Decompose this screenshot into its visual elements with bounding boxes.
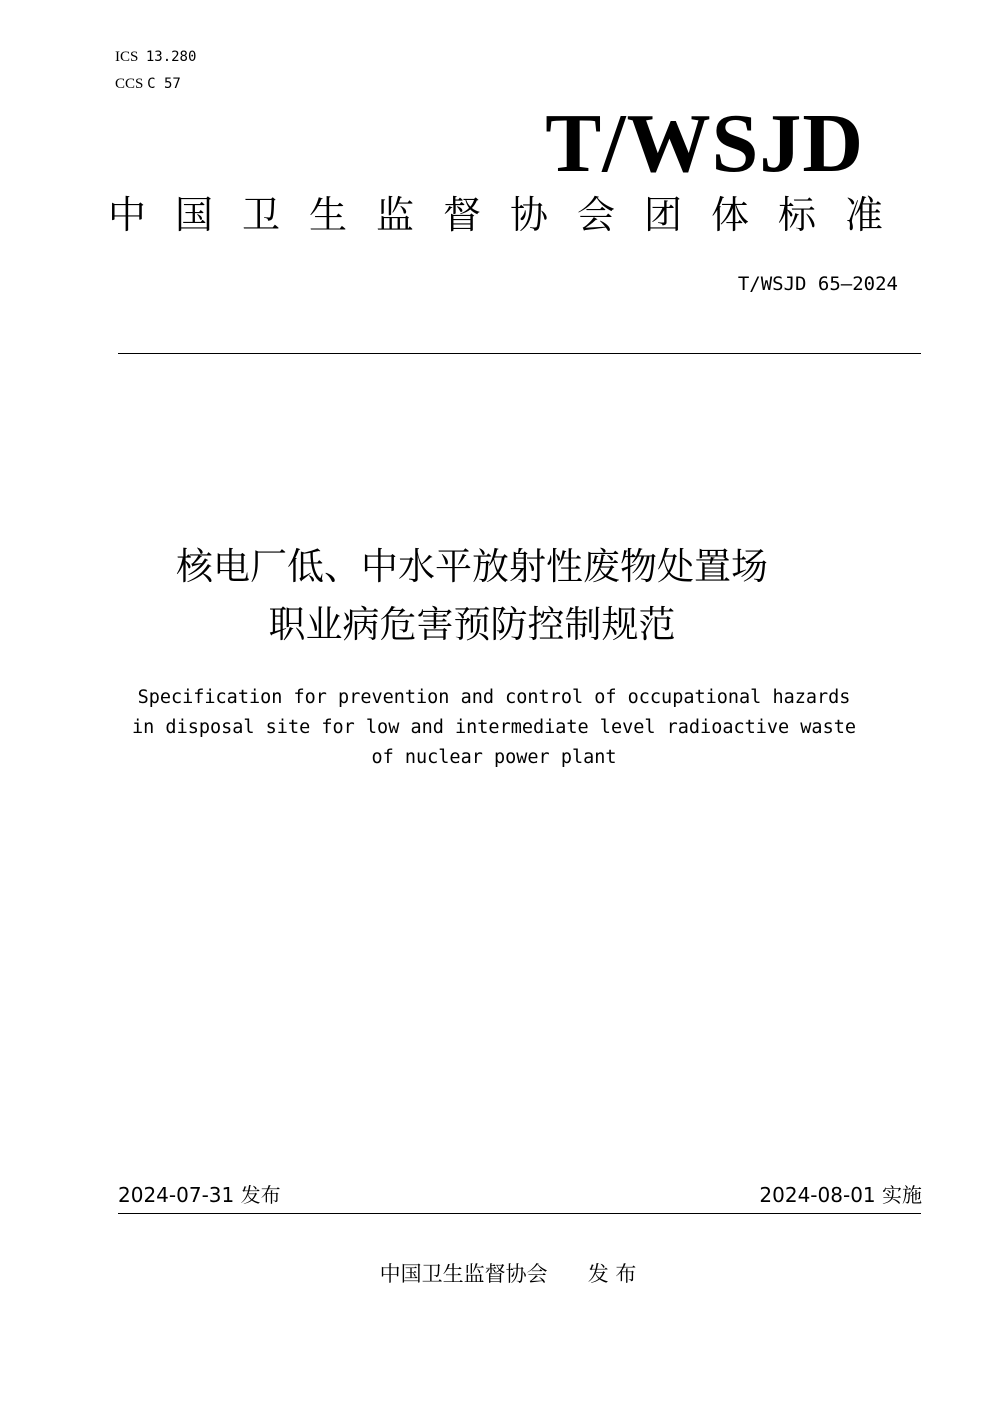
chinese-title-line-2: 职业病危害预防控制规范 xyxy=(268,603,676,646)
ics-value: 13.280 xyxy=(145,49,197,65)
ccs-value: C 57 xyxy=(147,76,181,92)
effective-date: 2024-08-01 实施 xyxy=(759,1183,922,1207)
standard-number: T/WSJD 65—2024 xyxy=(737,273,898,295)
chinese-title-line-1: 核电厂低、中水平放射性废物处置场 xyxy=(176,545,768,588)
ics-label: ICS xyxy=(115,49,139,65)
publish-date: 2024-07-31 发布 xyxy=(118,1183,281,1207)
english-title-line-3: of nuclear power plant xyxy=(371,747,617,768)
ccs-code xyxy=(115,75,181,93)
publisher-line xyxy=(0,1259,992,1289)
english-title-line-1: Specification for prevention and control of occupational hazards xyxy=(137,687,851,708)
ics-code xyxy=(115,48,196,66)
publisher-name: 中国卫生监督协会 xyxy=(379,1262,548,1286)
header-divider xyxy=(118,353,921,354)
footer-divider xyxy=(118,1213,921,1214)
ccs-label: CCS xyxy=(115,76,144,92)
standard-logo: T/WSJD xyxy=(545,97,864,190)
organization-standard-title: 中国卫生监督协会团体标准 xyxy=(108,193,913,237)
english-title-line-2: in disposal site for low and intermediate level radioactive waste xyxy=(132,717,856,738)
publish-word: 发 布 xyxy=(587,1262,637,1286)
